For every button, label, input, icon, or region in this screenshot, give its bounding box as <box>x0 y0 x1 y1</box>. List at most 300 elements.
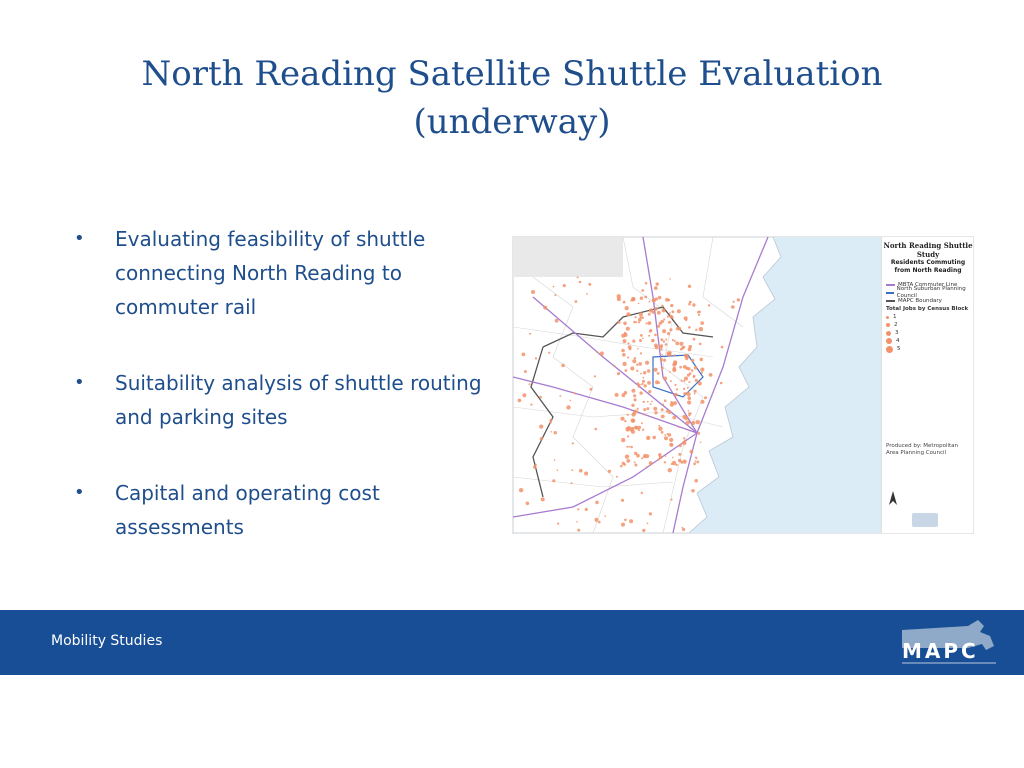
commuter-dot <box>672 339 674 341</box>
commuter-dot <box>643 401 645 403</box>
commuter-dot <box>539 396 542 399</box>
commuter-dot <box>663 318 665 320</box>
legend-dot-icon <box>886 323 890 327</box>
commuter-dot <box>671 304 674 307</box>
legend-item-nspc <box>882 286 974 299</box>
commuter-dot <box>681 380 683 382</box>
slide-title-line-1: North Reading Satellite Shuttle Evaluation <box>141 54 883 94</box>
legend-label: North Suburban Planning Council <box>896 286 966 299</box>
commuter-dot <box>649 512 652 515</box>
commuter-dot <box>700 442 702 444</box>
legend-dot-icon <box>886 331 891 336</box>
commuter-dot <box>595 501 599 505</box>
commuter-dot <box>657 458 659 460</box>
commuter-dot <box>629 519 633 523</box>
commuter-dot <box>604 515 606 517</box>
commuter-dot <box>555 319 559 323</box>
commuter-dot <box>672 416 676 420</box>
commuter-dot <box>687 374 690 377</box>
commuter-dot <box>691 359 694 362</box>
bullet-item <box>72 222 492 324</box>
commuter-dot <box>668 410 672 414</box>
commuter-dot <box>667 332 670 335</box>
legend-size-label: 5 <box>897 345 901 352</box>
commuter-dot <box>656 282 659 285</box>
commuter-dot <box>674 354 676 356</box>
commuter-dot <box>665 343 668 346</box>
commuter-dot <box>571 469 573 471</box>
commuter-dot <box>642 377 644 379</box>
legend-subtitle: Residents Commuting from North Reading <box>890 259 966 274</box>
commuter-dot <box>671 463 673 465</box>
commuter-dot <box>720 382 723 385</box>
bullet-text: Evaluating feasibility of shuttle connecting North Reading to commuter rail <box>115 227 426 319</box>
map-outside-region <box>513 237 623 277</box>
legend-produced-by: Produced by: Metropolitan Area Planning Council <box>886 443 959 456</box>
commuter-dot <box>676 327 679 330</box>
commuter-dot <box>647 523 649 525</box>
commuter-dot <box>623 301 626 304</box>
commuter-dot <box>640 334 643 337</box>
commuter-dot <box>636 454 640 458</box>
commuter-dot <box>535 464 537 466</box>
commuter-dot <box>616 476 618 478</box>
commuter-dot <box>644 384 647 387</box>
commuter-dot <box>577 508 579 510</box>
commuter-dot <box>654 368 658 372</box>
commuter-dot <box>683 365 687 369</box>
commuter-dot <box>631 418 635 422</box>
legend-size-item <box>882 345 974 353</box>
bullet-list <box>72 222 492 586</box>
commuter-dot <box>628 446 630 448</box>
bullet-item <box>72 366 492 434</box>
commuter-dot <box>655 346 658 349</box>
commuter-dot <box>694 390 697 393</box>
commuter-dot <box>648 390 651 393</box>
commuter-dot <box>625 306 629 310</box>
commuter-dot <box>579 281 582 284</box>
commuter-dot <box>645 361 649 365</box>
commuter-dot <box>628 345 632 349</box>
commuter-dot <box>639 312 643 316</box>
commuter-dot <box>698 314 700 316</box>
commuter-dot <box>625 455 629 459</box>
commuter-dot <box>661 305 663 307</box>
commuter-dot <box>598 521 601 524</box>
commuter-dot <box>618 321 621 324</box>
commuter-dot <box>529 383 531 385</box>
commuter-dot <box>632 413 636 417</box>
commuter-dot <box>626 459 630 463</box>
bullet-text: Capital and operating cost assessments <box>115 481 380 539</box>
commuter-dot <box>697 432 700 435</box>
commuter-dot <box>682 528 685 531</box>
commuter-dot <box>737 298 740 301</box>
commuter-dot <box>638 362 642 366</box>
bullet-marker: • <box>74 482 85 503</box>
commuter-dot <box>649 301 651 303</box>
commuter-dot <box>662 404 664 406</box>
commuter-dot <box>563 284 566 287</box>
commuter-dot <box>648 313 651 316</box>
commuter-dot <box>638 386 640 388</box>
commuter-dot <box>594 518 598 522</box>
commuter-dot <box>700 368 704 372</box>
commuter-dot <box>679 366 682 369</box>
commuter-dot <box>671 316 673 318</box>
commuter-dot <box>579 469 583 473</box>
commuter-dot <box>634 464 637 467</box>
commuter-dot <box>669 438 673 442</box>
commuter-dot <box>549 422 551 424</box>
commuter-dot <box>694 393 696 395</box>
footer-label: Mobility Studies <box>51 633 163 649</box>
commuter-dot <box>657 372 660 375</box>
commuter-dot <box>683 346 686 349</box>
commuter-dot <box>570 400 572 402</box>
commuter-dot <box>658 296 661 299</box>
commuter-dot <box>665 339 667 341</box>
commuter-dot <box>651 401 653 403</box>
legend-dot-icon <box>886 338 892 344</box>
commuter-dot <box>596 351 598 353</box>
commuter-dot <box>647 401 649 403</box>
commuter-dot <box>575 300 578 303</box>
legend-size-label: 1 <box>893 313 897 320</box>
commuter-dot <box>670 499 672 501</box>
commuter-dot <box>633 394 636 397</box>
north-arrow-icon <box>888 491 898 505</box>
commuter-dot <box>688 396 692 400</box>
commuter-dot <box>571 482 573 484</box>
logo-tagline <box>902 662 996 664</box>
mapc-logo-text: MAPC <box>902 639 979 663</box>
commuter-dot <box>684 439 686 441</box>
commuter-dot <box>643 408 646 411</box>
commuter-dot <box>691 421 695 425</box>
commuter-dot <box>620 417 624 421</box>
commuter-dot <box>641 289 644 292</box>
bullet-marker: • <box>74 228 85 249</box>
commuter-dot <box>554 459 556 461</box>
commuter-dot <box>655 380 659 384</box>
commuter-dot <box>669 312 671 314</box>
commuter-dot <box>684 316 688 320</box>
commuter-dot <box>647 369 650 372</box>
commuter-dot <box>646 466 648 468</box>
commuter-dot <box>676 464 678 466</box>
commuter-dot <box>691 369 694 372</box>
commuter-dot <box>652 311 655 314</box>
map-image <box>513 237 881 533</box>
commuter-dot <box>688 348 692 352</box>
commuter-dot <box>650 403 652 405</box>
footer-bar <box>0 610 1024 675</box>
commuter-dot <box>638 321 640 323</box>
commuter-dot <box>519 488 523 492</box>
commuter-dot <box>590 388 593 391</box>
commuter-dot <box>657 334 659 336</box>
commuter-dot <box>559 395 561 397</box>
commuter-dot <box>664 399 667 402</box>
legend-swatch <box>886 292 894 294</box>
legend-title: North Reading Shuttle Study <box>883 241 973 259</box>
commuter-dot <box>626 446 628 448</box>
mapc-logo <box>898 616 998 672</box>
commuter-dot <box>683 380 685 382</box>
commuter-dot <box>642 529 645 532</box>
commuter-dot <box>566 405 570 409</box>
commuter-dot <box>731 305 735 309</box>
legend-size-label: 3 <box>895 329 899 336</box>
commuter-dot <box>652 436 656 440</box>
commuter-dot <box>649 461 653 465</box>
commuter-dot <box>683 388 685 390</box>
legend-size-item <box>882 337 974 345</box>
commuter-dot <box>554 294 556 296</box>
commuter-dot <box>669 278 671 280</box>
commuter-dot <box>693 338 696 341</box>
commuter-dot <box>709 373 713 377</box>
legend-size-label: 2 <box>894 321 898 328</box>
commuter-dot <box>623 463 626 466</box>
commuter-dot <box>640 297 643 300</box>
commuter-dot <box>644 296 647 299</box>
slide-title <box>0 50 1024 146</box>
commuter-dot <box>635 321 637 323</box>
commuter-dot <box>670 401 673 404</box>
commuter-dot <box>673 401 677 405</box>
commuter-dot <box>622 353 626 357</box>
commuter-dot <box>664 436 668 440</box>
legend-label: MAPC Boundary <box>898 297 942 304</box>
commuter-dot <box>621 523 625 527</box>
commuter-dot <box>637 408 639 410</box>
commuter-dot <box>695 379 698 382</box>
commuter-dot <box>648 321 652 325</box>
commuter-dot <box>708 304 710 306</box>
legend-swatch <box>886 284 895 286</box>
commuter-dot <box>634 410 637 413</box>
commuter-dot <box>699 327 703 331</box>
commuter-dot <box>654 307 658 311</box>
commuter-dot <box>625 427 629 431</box>
commuter-dot <box>661 415 665 419</box>
commuter-dot <box>654 286 658 290</box>
legend-label: MBTA Commuter Line <box>898 281 958 288</box>
commuter-dot <box>661 344 663 346</box>
commuter-dot <box>640 373 642 375</box>
commuter-dot <box>686 421 690 425</box>
commuter-dot <box>557 469 559 471</box>
commuter-dot <box>632 359 636 363</box>
commuter-dot <box>688 285 691 288</box>
commuter-dot <box>693 375 696 378</box>
commuter-dot <box>695 460 697 462</box>
bullet-text: Suitability analysis of shuttle routing and parking sites <box>115 371 482 429</box>
commuter-dot <box>541 497 545 501</box>
commuter-dot <box>630 446 633 449</box>
commuter-dot <box>700 321 704 325</box>
commuter-dot <box>694 366 698 370</box>
commuter-dot <box>635 316 637 318</box>
commuter-dot <box>550 431 552 433</box>
commuter-dot <box>638 426 641 429</box>
commuter-dot <box>678 453 681 456</box>
commuter-dot <box>642 338 644 340</box>
commuter-dot <box>700 358 704 362</box>
commuter-dot <box>634 461 636 463</box>
commuter-dot <box>634 357 636 359</box>
commuter-dot <box>646 436 650 440</box>
commuter-dot <box>627 435 629 437</box>
commuter-dot <box>636 370 638 372</box>
commuter-dot <box>588 283 591 286</box>
commuter-dot <box>615 393 619 397</box>
commuter-dot <box>660 338 663 341</box>
commuter-dot <box>638 429 640 431</box>
commuter-dot <box>642 429 644 431</box>
commuter-dot <box>665 455 667 457</box>
commuter-dot <box>663 309 665 311</box>
commuter-dot <box>652 339 655 342</box>
commuter-dot <box>675 342 679 346</box>
commuter-dot <box>518 399 522 403</box>
commuter-dot <box>696 461 699 464</box>
commuter-dot <box>673 360 677 364</box>
commuter-dot <box>668 321 671 324</box>
legend-dot-icon <box>886 346 893 353</box>
commuter-dot <box>634 426 638 430</box>
map-legend <box>881 237 974 533</box>
commuter-dot <box>667 299 670 302</box>
commuter-dot <box>631 404 634 407</box>
commuter-dot <box>680 461 683 464</box>
commuter-dot <box>664 434 666 436</box>
commuter-dot <box>699 343 702 346</box>
commuter-dot <box>641 457 643 459</box>
commuter-dot <box>674 384 676 386</box>
commuter-dot <box>595 428 598 431</box>
commuter-dot <box>548 352 550 354</box>
commuter-dot <box>663 377 667 381</box>
commuter-dot <box>683 460 687 464</box>
commuter-dot <box>698 311 701 314</box>
commuter-dot <box>679 444 682 447</box>
commuter-dot <box>680 348 683 351</box>
commuter-dot <box>648 335 650 337</box>
commuter-dot <box>694 479 698 483</box>
commuter-dot <box>670 380 672 382</box>
commuter-dot <box>687 392 691 396</box>
commuter-dot <box>691 489 695 493</box>
commuter-dot <box>660 358 663 361</box>
commuter-dot <box>658 425 660 427</box>
commuter-dot <box>531 290 535 294</box>
commuter-dot <box>620 465 623 468</box>
commuter-dot <box>721 346 724 349</box>
commuter-dot <box>643 456 645 458</box>
commuter-dot <box>600 351 604 355</box>
commuter-dot <box>639 339 642 342</box>
commuter-dot <box>641 492 643 494</box>
commuter-dot <box>634 398 637 401</box>
commuter-dot <box>576 521 578 523</box>
commuter-dot <box>669 443 673 447</box>
commuter-dot <box>535 357 537 359</box>
commuter-dot <box>586 293 588 295</box>
legend-size-label: 4 <box>896 337 900 344</box>
commuter-dot <box>642 380 645 383</box>
commuter-dot <box>614 365 616 367</box>
commuter-dot <box>636 364 638 366</box>
commuter-dot <box>639 316 641 318</box>
commuter-dot <box>696 420 700 424</box>
commuter-dot <box>637 382 640 385</box>
commuter-dot <box>643 413 645 415</box>
commuter-dot <box>667 316 669 318</box>
legend-size-item <box>882 313 974 321</box>
commuter-dot <box>676 388 678 390</box>
commuter-dot <box>643 371 646 374</box>
slide-title-line-2: (underway) <box>413 102 611 142</box>
commuter-dot <box>663 340 665 342</box>
commuter-dot <box>557 523 559 525</box>
commuter-dot <box>654 411 657 414</box>
commuter-dot <box>594 375 596 377</box>
commuter-dot <box>661 431 664 434</box>
commuter-dot <box>661 346 663 348</box>
commuter-dot <box>657 325 660 328</box>
commuter-dot <box>674 340 676 342</box>
commuter-dot <box>626 312 630 316</box>
commuter-dot <box>662 329 666 333</box>
commuter-dot <box>687 387 689 389</box>
commuter-dot <box>637 348 639 350</box>
commuter-dot <box>639 391 642 394</box>
commuter-dot <box>661 320 664 323</box>
commuter-dot <box>674 393 678 397</box>
commuter-dot <box>666 351 670 355</box>
commuter-dot <box>631 427 634 430</box>
commuter-dot <box>552 479 555 482</box>
commuter-dot <box>692 303 695 306</box>
commuter-dot <box>684 354 688 358</box>
commuter-dot <box>624 519 627 522</box>
commuter-dot <box>683 437 685 439</box>
commuter-dot <box>626 327 630 331</box>
commuter-dot <box>529 333 531 335</box>
commuter-dot <box>647 381 651 385</box>
commuter-dot <box>624 420 626 422</box>
commuter-dot <box>687 367 690 370</box>
commuter-dot <box>577 276 579 278</box>
commuter-dot <box>617 372 620 375</box>
commuter-dot <box>631 297 635 301</box>
commuter-dot <box>522 353 526 357</box>
commuter-dot <box>572 442 574 444</box>
commuter-dot <box>623 322 627 326</box>
commuter-dot <box>623 339 627 343</box>
commuter-dot <box>688 303 691 306</box>
commuter-dot <box>623 333 627 337</box>
commuter-dot <box>698 381 702 385</box>
commuter-dot <box>539 425 543 429</box>
commuter-dot <box>621 349 625 353</box>
commuter-dot <box>640 352 642 354</box>
commuter-dot <box>632 340 635 343</box>
